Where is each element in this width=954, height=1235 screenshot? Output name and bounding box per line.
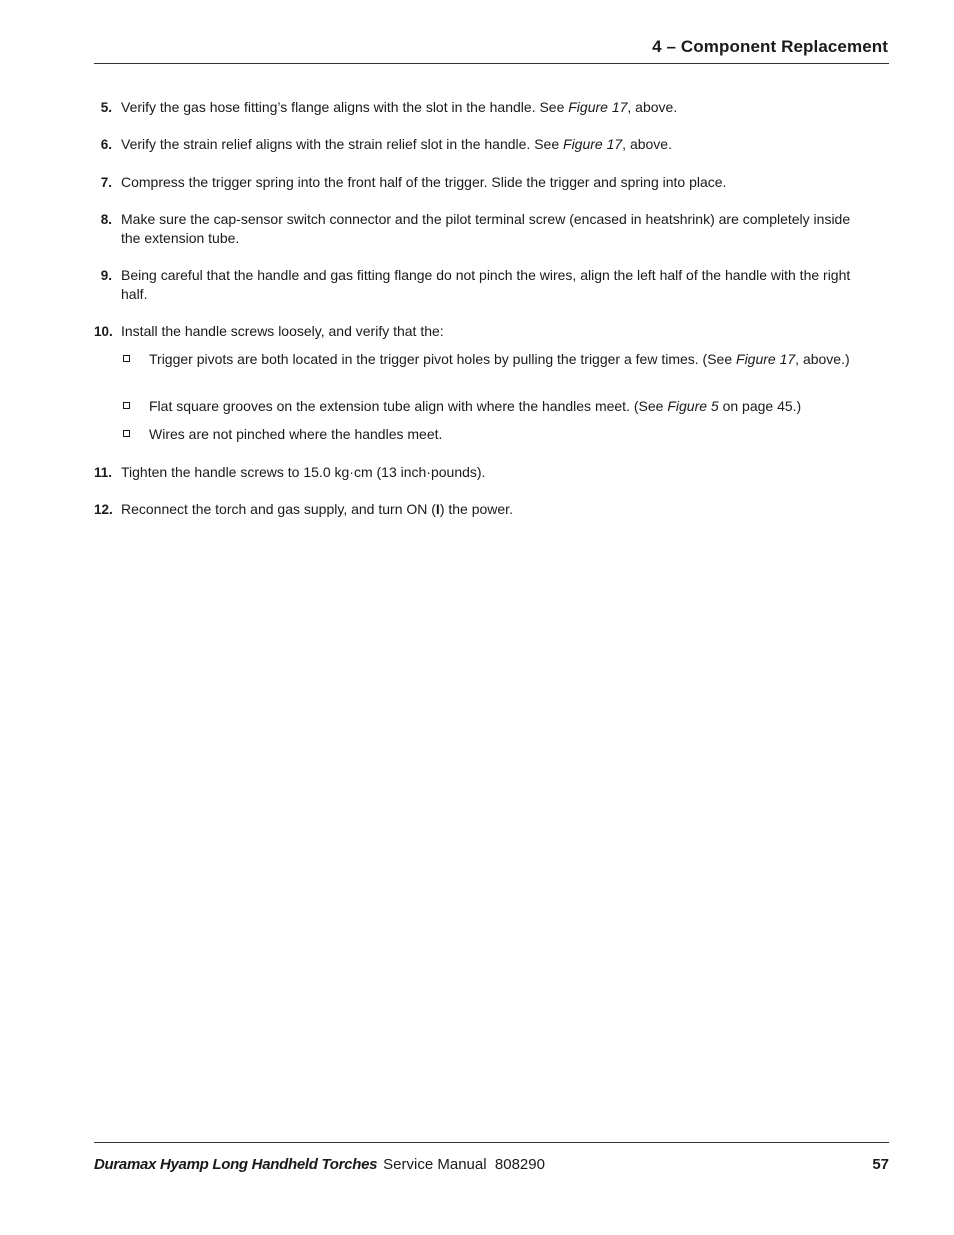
footer-rule [94, 1142, 889, 1143]
step-text: Compress the trigger spring into the front half of the trigger. Slide the trigger and spring into place. [121, 174, 727, 190]
header-rule [94, 63, 889, 64]
checkbox-square-icon [123, 430, 130, 437]
section-title: 4 – Component Replacement [652, 37, 888, 56]
step-number: 6. [100, 137, 112, 152]
figure-reference: Figure 5 [667, 398, 719, 414]
page-number: 57 [872, 1156, 889, 1173]
step-number: 7. [100, 175, 112, 190]
step-number: 9. [100, 268, 112, 283]
page-footer [94, 1156, 889, 1173]
figure-reference: Figure 17 [568, 99, 628, 115]
step-text: Verify the strain relief aligns with the strain relief slot in the handle. See Figure 17, above. [121, 136, 672, 152]
step-number: 10. [94, 324, 113, 339]
step-text: Install the handle screws loosely, and verify that the: [121, 323, 444, 339]
step-text: Make sure the cap-sensor switch connector and the pilot terminal screw (encased in heatshrink) are completely inside the extension tube. [121, 211, 851, 246]
power-on-symbol: I [435, 501, 440, 517]
check-item-text: Trigger pivots are both located in the trigger pivot holes by pulling the trigger a few times. (See Figure 17, above.) [149, 351, 850, 367]
step-number: 5. [100, 100, 112, 115]
checkbox-square-icon [123, 402, 130, 409]
footer-product-title: Duramax Hyamp Long Handheld Torches [94, 1156, 378, 1173]
check-item-text: Flat square grooves on the extension tube align with where the handles meet. (See Figure 5 on page 45.) [149, 398, 802, 414]
check-item-text: Wires are not pinched where the handles meet. [149, 426, 443, 442]
step-text: Verify the gas hose fitting’s flange aligns with the slot in the handle. See Figure 17, above. [121, 99, 678, 115]
step-number: 12. [94, 502, 113, 517]
step-text: Tighten the handle screws to 15.0 kg·cm (13 inch·pounds). [121, 464, 486, 480]
footer-manual-label: Service Manual 808290 [383, 1156, 545, 1173]
step-text: Being careful that the handle and gas fitting flange do not pinch the wires, align the left half of the handle with the right half. [121, 267, 851, 302]
step-number: 11. [94, 465, 113, 480]
checkbox-square-icon [123, 355, 130, 362]
step-number: 8. [100, 212, 112, 227]
figure-reference: Figure 17 [736, 351, 796, 367]
figure-reference: Figure 17 [563, 136, 623, 152]
step-text: Reconnect the torch and gas supply, and turn ON (I) the power. [121, 501, 513, 517]
